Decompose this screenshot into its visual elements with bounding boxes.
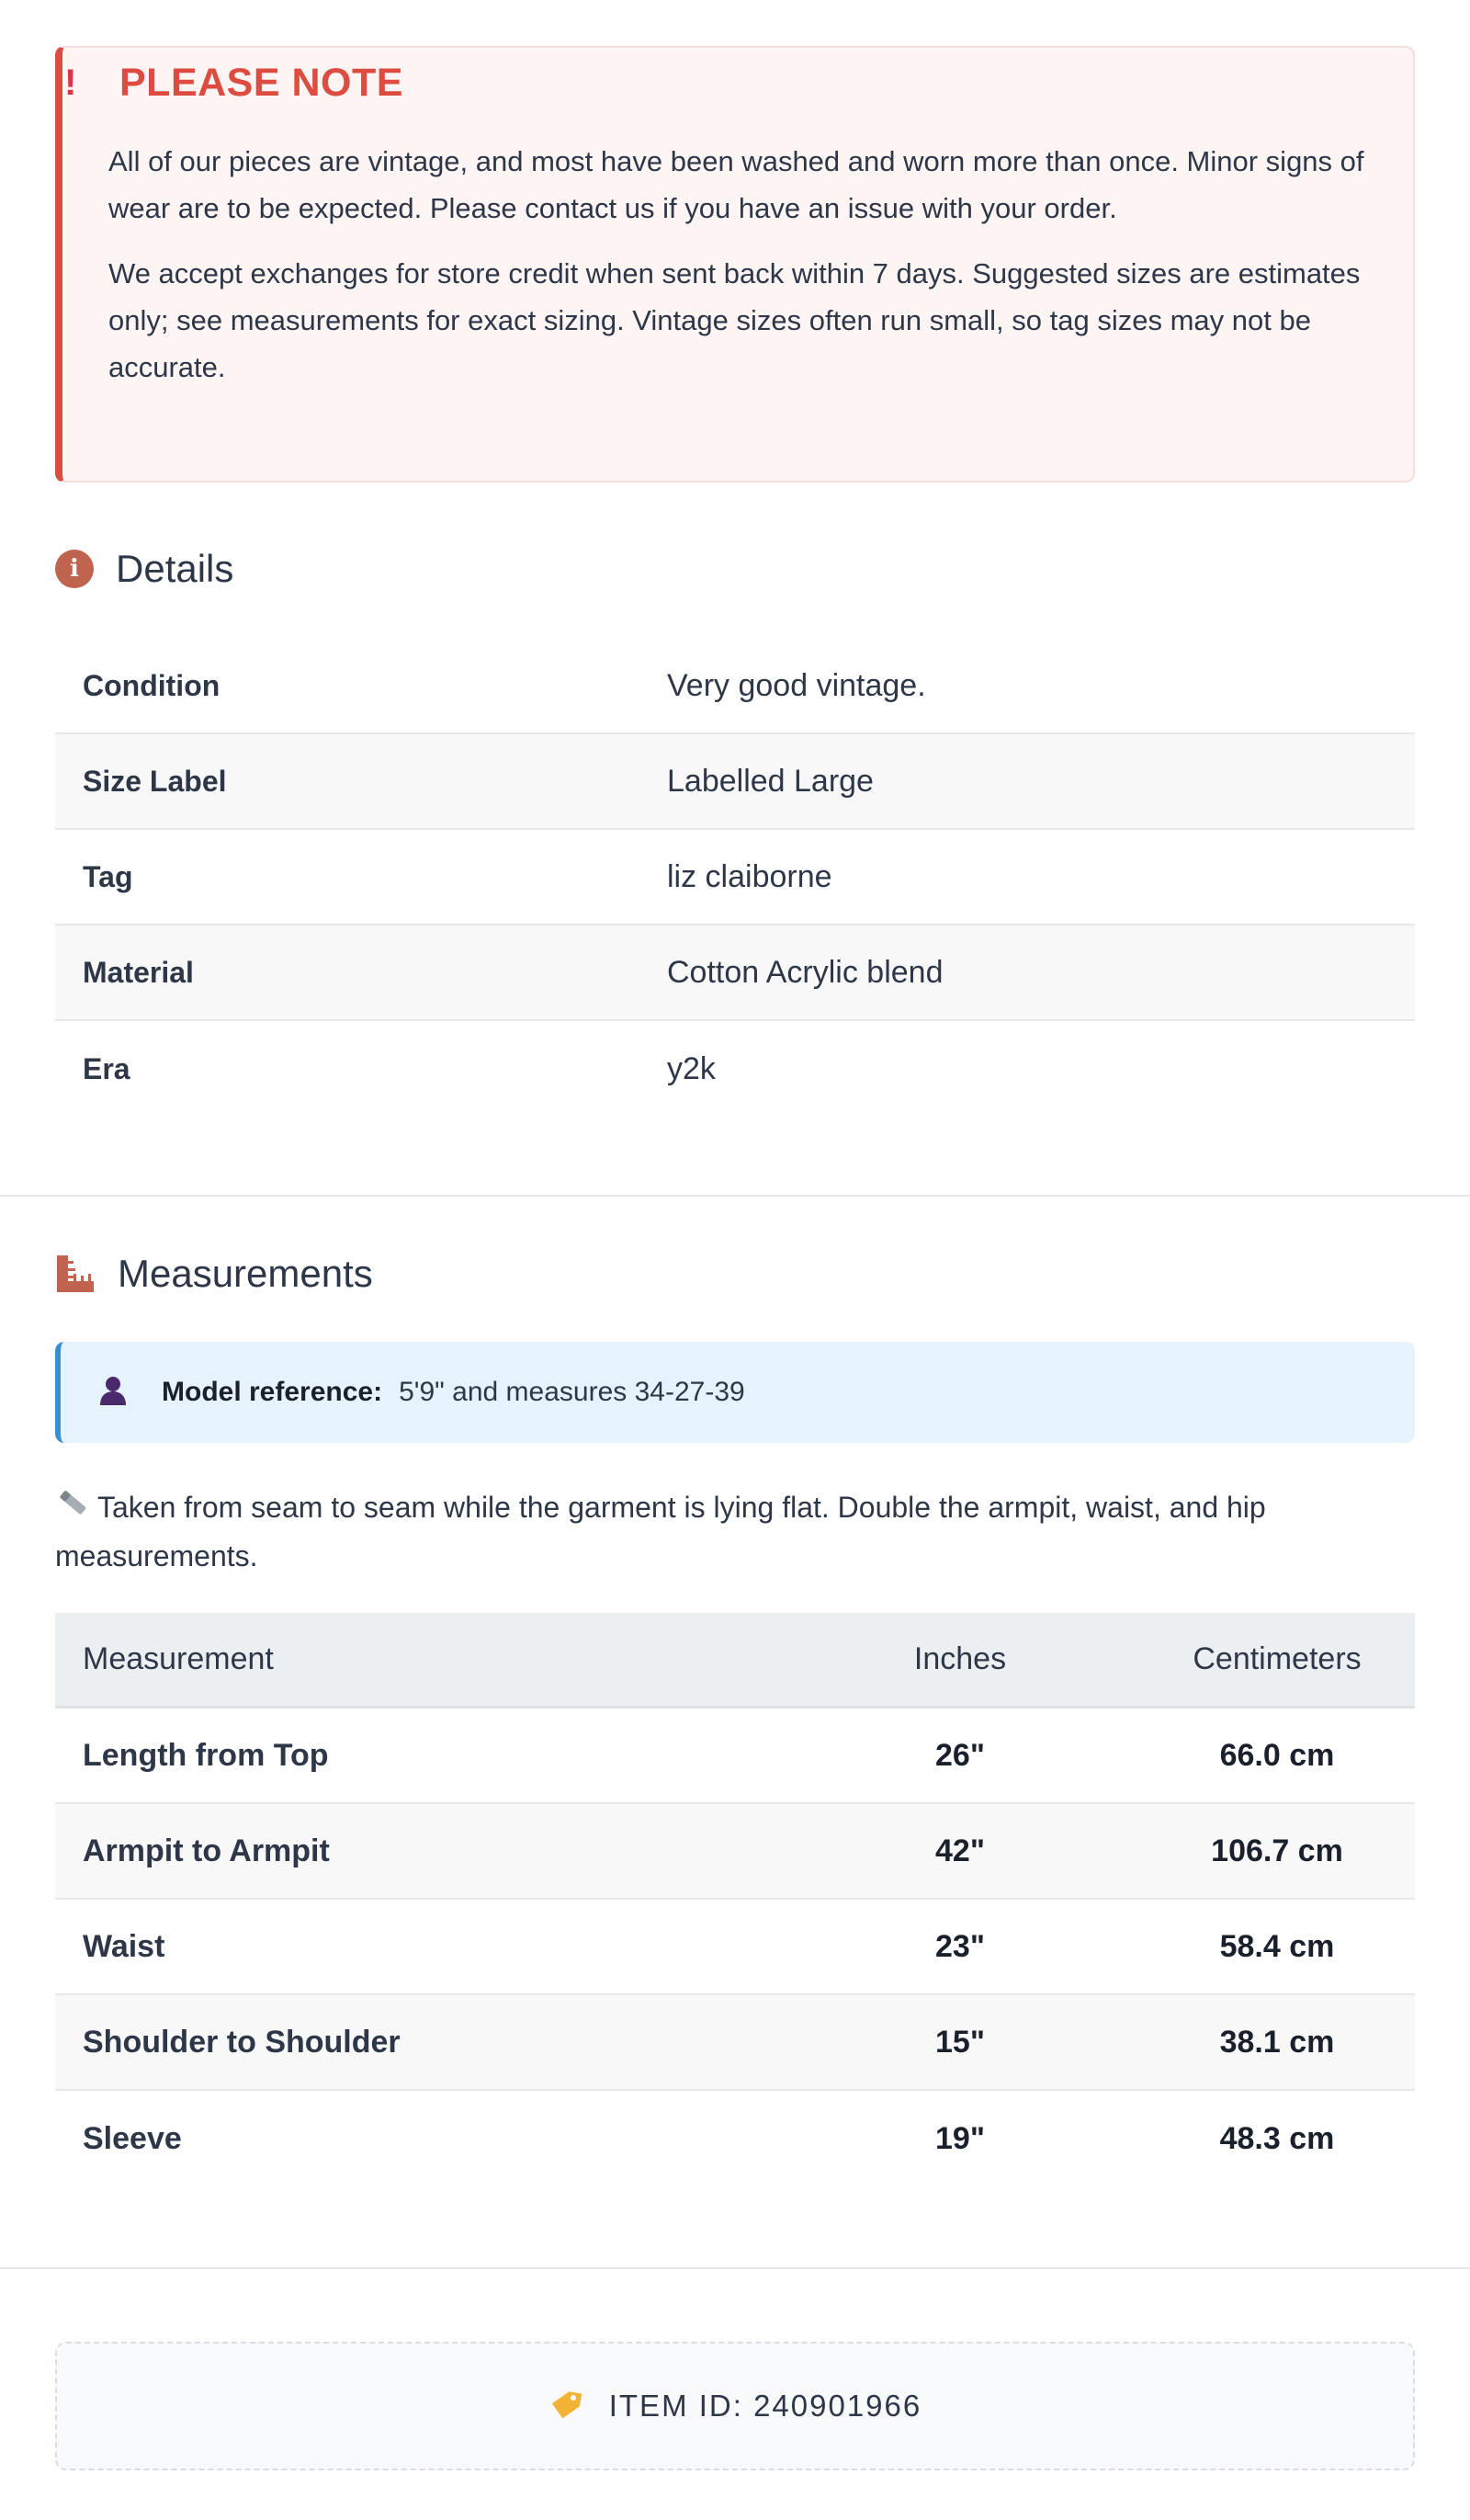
- detail-label: Size Label: [83, 764, 227, 798]
- measurement-cm: 106.7 cm: [1211, 1833, 1343, 1868]
- notice-title: PLEASE NOTE: [119, 60, 403, 105]
- section-divider: [0, 2267, 1470, 2269]
- notice-paragraph: We accept exchanges for store credit when sent back within 7 days. Suggested sizes are estimates only; see measurements for exact sizing. Vintage sizes often run small, so tag sizes may not be accurate.: [108, 257, 1361, 383]
- measurement-instructions: [55, 1484, 1360, 1580]
- measurement-cm: 38.1 cm: [1219, 2024, 1335, 2060]
- measurement-inches: 42": [935, 1833, 985, 1868]
- ruler-pencil-icon: [55, 1486, 88, 1533]
- model-reference-value: 5'9" and measures 34-27-39: [399, 1377, 745, 1407]
- details-row: [55, 734, 1415, 830]
- ruler-icon: [55, 1254, 96, 1294]
- details-row: [55, 925, 1415, 1021]
- measurement-cm: 58.4 cm: [1219, 1928, 1335, 1964]
- measurement-name: Length from Top: [83, 1737, 329, 1773]
- item-id-box: [55, 2342, 1415, 2470]
- table-row: [55, 2091, 1415, 2186]
- measurement-inches: 26": [935, 1737, 985, 1773]
- details-table: [55, 639, 1415, 1117]
- table-row: [55, 1900, 1415, 1995]
- table-row: [55, 1804, 1415, 1900]
- detail-value: Very good vintage.: [667, 667, 926, 703]
- model-reference-label: Model reference:: [162, 1377, 383, 1407]
- measurement-name: Shoulder to Shoulder: [83, 2024, 401, 2060]
- model-reference-box: [55, 1342, 1415, 1443]
- detail-label: Tag: [83, 859, 133, 893]
- detail-value: y2k: [667, 1050, 716, 1086]
- tag-icon: [548, 2386, 585, 2427]
- measurement-inches: 15": [935, 2024, 985, 2060]
- details-row: [55, 1021, 1415, 1117]
- table-row: [55, 1995, 1415, 2091]
- measurement-instructions-text: Taken from seam to seam while the garment is lying flat. Double the armpit, waist, and hip measurements.: [55, 1491, 1266, 1573]
- notice-header: [64, 55, 403, 110]
- table-row: [55, 1708, 1415, 1804]
- measurements-header: [55, 1252, 373, 1296]
- details-header: [55, 547, 233, 591]
- table-header-row: [55, 1613, 1415, 1708]
- detail-label: Era: [83, 1051, 130, 1085]
- details-title: Details: [116, 547, 234, 590]
- detail-label: Material: [83, 955, 194, 989]
- column-header: Centimeters: [1193, 1641, 1362, 1676]
- notice-paragraph: All of our pieces are vintage, and most have been washed and worn more than once. Minor signs of wear are to be expected. Please contact us if you have an issue with your order.: [108, 145, 1364, 224]
- exclamation-icon: !: [64, 62, 77, 103]
- item-id-label: ITEM ID: 240901966: [608, 2389, 922, 2423]
- measurement-name: Waist: [83, 1928, 165, 1964]
- detail-value: liz claiborne: [667, 858, 832, 894]
- measurement-name: Armpit to Armpit: [83, 1833, 330, 1868]
- detail-label: Condition: [83, 668, 220, 702]
- detail-value: Labelled Large: [667, 763, 874, 799]
- info-icon: i: [55, 550, 94, 588]
- measurement-inches: 23": [935, 1928, 985, 1964]
- section-divider: [0, 1195, 1470, 1197]
- measurement-cm: 66.0 cm: [1219, 1737, 1335, 1773]
- detail-value: Cotton Acrylic blend: [667, 954, 944, 990]
- details-row: [55, 639, 1415, 734]
- person-silhouette-icon: [97, 1375, 129, 1411]
- measurement-name: Sleeve: [83, 2120, 182, 2156]
- column-header: Measurement: [83, 1641, 274, 1676]
- details-row: [55, 830, 1415, 925]
- measurements-table: [55, 1613, 1415, 2186]
- measurement-cm: 48.3 cm: [1219, 2120, 1335, 2156]
- measurement-inches: 19": [935, 2120, 985, 2156]
- column-header: Inches: [913, 1641, 1007, 1676]
- measurements-title: Measurements: [118, 1252, 373, 1295]
